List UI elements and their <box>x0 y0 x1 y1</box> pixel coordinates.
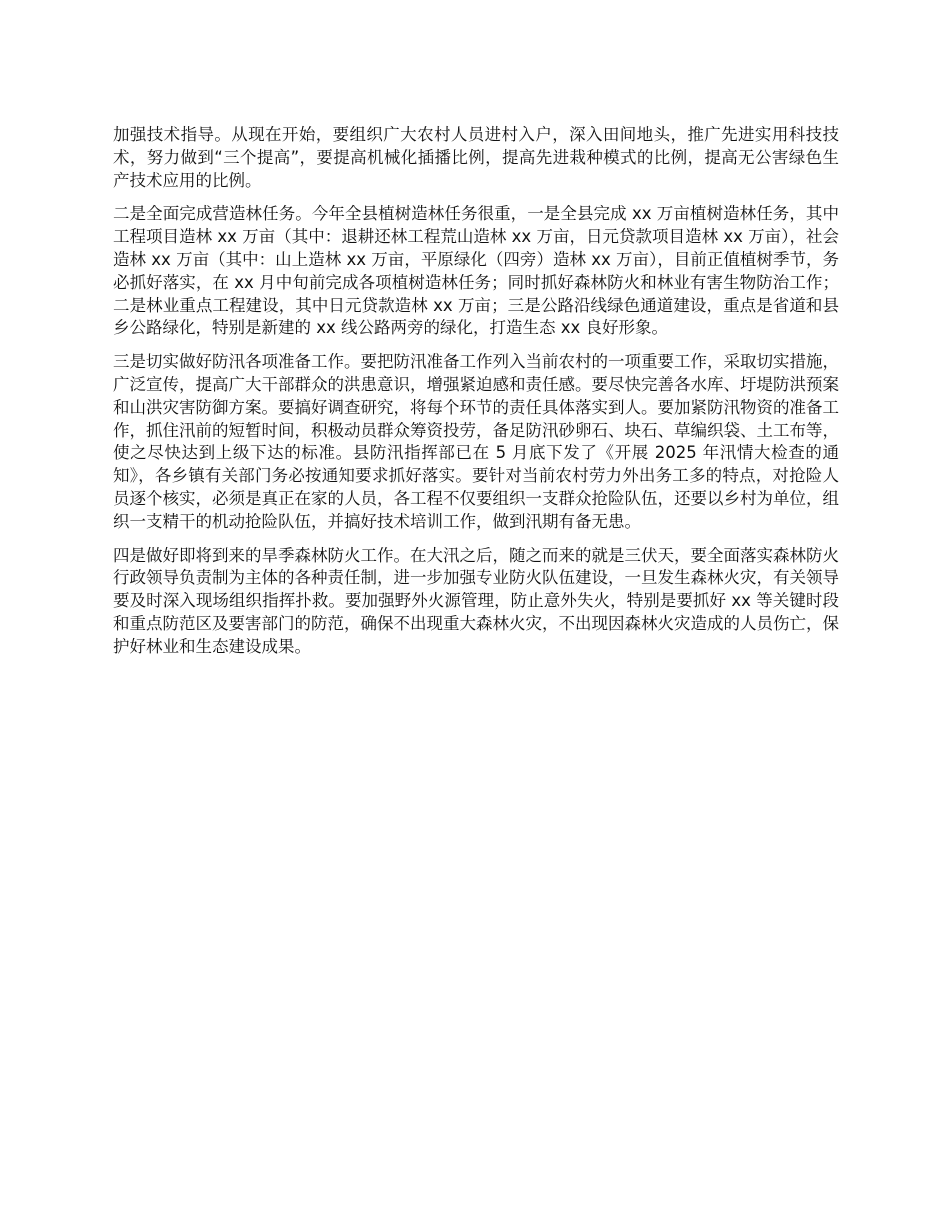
paragraph-flood-prevention: 三是切实做好防汛各项准备工作。要把防汛准备工作列入当前农村的一项重要工作，采取切实措施，广泛宣传，提高广大干部群众的洪患意识，增强紧迫感和责任感。要尽快完善各水库、圩堤防洪预案和山洪灾害防御方案。要搞好调查研究，将每个环节的责任具体落实到人。要加紧防汛物资的准备工作，抓住汛前的短暂时间，积极动员群众筹资投劳，备足防汛砂卵石、块石、草编织袋、土工布等，使之尽快达到上级下达的标准。县防汛指挥部已在 5 月底下发了《开展 2025 年汛情大检查的通知》，各乡镇有关部门务必按通知要求抓好落实。要针对当前农村劳力外出务工多的特点，对抢险人员逐个核实，必须是真正在家的人员，各工程不仅要组织一支群众抢险队伍，还要以乡村为单位，组织一支精干的机动抢险队伍，并搞好技术培训工作，做到汛期有备无患。 <box>113 352 839 531</box>
paragraph-forest-fire-prevention: 四是做好即将到来的旱季森林防火工作。在大汛之后，随之而来的就是三伏天，要全面落实森林防火行政领导负责制为主体的各种责任制，进一步加强专业防火队伍建设，一旦发生森林火灾，有关领导要及时深入现场组织指挥扑救。要加强野外火源管理，防止意外失火，特别是要抓好 xx 等关键时段和重点防范区及要害部门的防范，确保不出现重大森林火灾，不出现因森林火灾造成的人员伤亡，保护好林业和生态建设成果。 <box>113 545 839 656</box>
paragraph-technical-guidance: 加强技术指导。从现在开始，要组织广大农村人员进村入户，深入田间地头，推广先进实用科技技术，努力做到“三个提高”，要提高机械化插播比例，提高先进栽种模式的比例，提高无公害绿色生产技术应用的比例。 <box>113 125 839 190</box>
document-body <box>113 124 839 670</box>
paragraph-afforestation: 二是全面完成营造林任务。今年全县植树造林任务很重，一是全县完成 xx 万亩植树造林任务，其中工程项目造林 xx 万亩（其中：退耕还林工程荒山造林 xx 万亩，日元贷款项目造林 xx 万亩），社会造林 xx 万亩（其中：山上造林 xx 万亩，平原绿化（四旁）造林 xx 万亩），目前正值植树季节，务必抓好落实，在 xx 月中旬前完成各项植树造林任务；同时抓好森林防火和林业有害生物防治工作；二是林业重点工程建设，其中日元贷款造林 xx 万亩；三是公路沿线绿色通道建设，重点是省道和县乡公路绿化，特别是新建的 xx 线公路两旁的绿化，打造生态 xx 良好形象。 <box>113 204 839 338</box>
